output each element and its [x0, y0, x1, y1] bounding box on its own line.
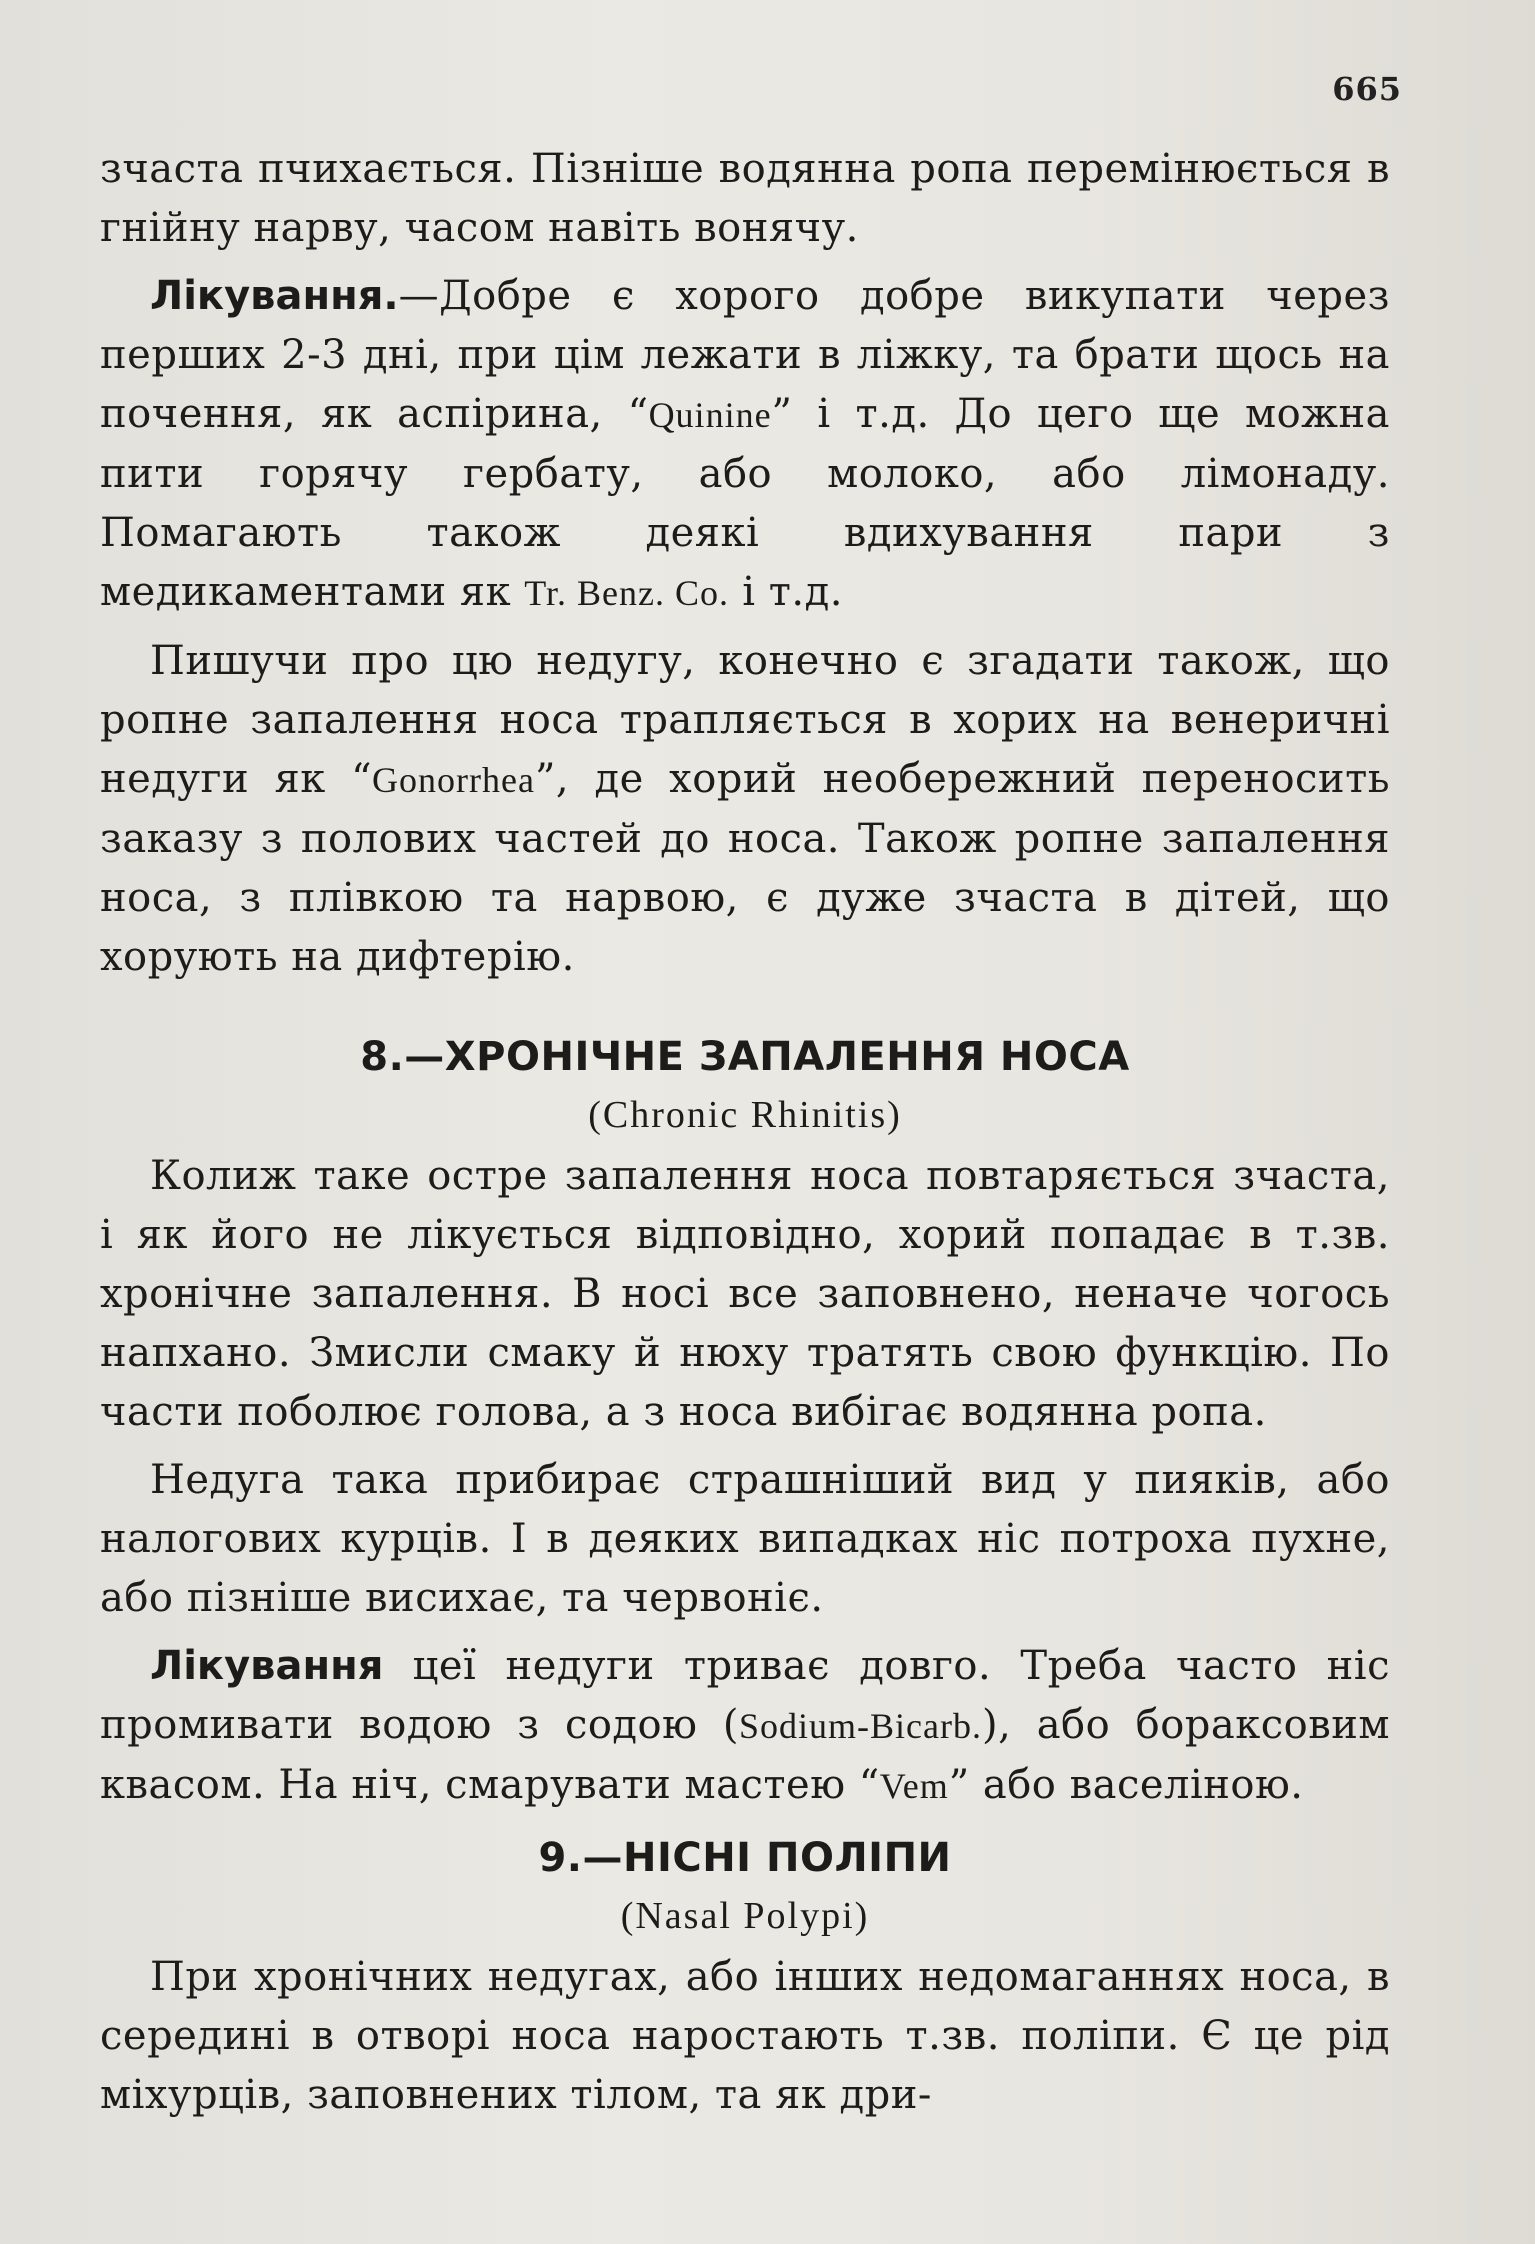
section-9-subtitle: (Nasal Polypi): [620, 1895, 870, 1937]
paragraph-text: ” або васеліною.: [948, 1762, 1304, 1808]
section-8-paragraph-1: Колиж таке остре запалення носа повтаряється зчаста, і як його не лікується відповідно, хорий попадає в т.зв. хронічне запалення. В носі все заповнено, неначе чогось напхано. Змисли смаку й нюху тратять свою функцію. По части поболює голова, а з носа вибігає водянна ропа.: [100, 1153, 1390, 1435]
latin-term: Quinine: [648, 395, 772, 435]
paragraph-text: ” і т.д. До цего ще можна пити горячу гербату, або молоко, або лімонаду. Помагають також деякі вдихування пари з медикаментами як: [100, 391, 1390, 615]
paragraph-treatment: [100, 267, 1390, 623]
page-body: [100, 140, 1390, 2134]
paragraph-venereal: [100, 632, 1390, 987]
section-9-paragraph-1: При хронічних недугах, або інших недомаганнях носа, в середині в отворі носа наростають т.зв. поліпи. Є це рід міхурців, заповнених тілом, та як дри-: [100, 1954, 1390, 2118]
treatment-lead: Лікування: [150, 1643, 384, 1689]
latin-term: Sodium-Bicarb.: [738, 1706, 982, 1746]
section-9-title: 9.—НІСНІ ПОЛІПИ: [538, 1835, 952, 1881]
paragraph-text: —Добре є хорого добре викупати через перших 2-3 дні, при цім лежати в ліжку, та брати щось на почення, як аспірина, “: [100, 273, 1390, 437]
section-8-title: 8.—ХРОНІЧНЕ ЗАПАЛЕННЯ НОСА: [360, 1034, 1130, 1080]
subtitle-text: Nasal Polypi: [635, 1895, 855, 1937]
latin-term: Vem: [879, 1766, 949, 1806]
book-page: [100, 60, 1402, 2220]
paragraph-text: зчаста пчихається. Пізніше водянна ропа перемінюється в гнійну нарву, часом навіть вонячу.: [100, 146, 1390, 251]
page-number: 665: [1332, 70, 1402, 108]
section-8-paragraph-2: Недуга така прибирає страшніший вид у пияків, або налогових курців. І в деяких випадках ніс потроха пухне, або пізніше висихає, та червоніє.: [100, 1457, 1390, 1621]
latin-term: Tr. Benz. Co.: [524, 573, 729, 613]
paragraph-text: Пишучи про цю недугу, конечно є згадати також, що ропне запалення носа трапляється в хорих на венеричні недуги як “: [100, 638, 1390, 802]
subtitle-text: Chronic Rhinitis: [602, 1094, 888, 1136]
paragraph-text: і т.д.: [729, 569, 843, 615]
paragraph-text: ), або бораксовим квасом. На ніч, смарувати мастею “: [100, 1702, 1391, 1808]
latin-term: Gonorrhea: [372, 760, 535, 800]
treatment-lead: Лікування.: [150, 273, 399, 319]
section-8-subtitle: (Chronic Rhinitis): [588, 1094, 902, 1136]
paragraph-continued: [100, 140, 1390, 258]
section-8-paragraph-3: [100, 1637, 1390, 1816]
paragraph-text: ”, де хорий необережний переносить заказу з полових частей до носа. Також ропне запалення носа, з плівкою та нарвою, є дуже зчаста в дітей, що хорують на дифтерію.: [100, 756, 1390, 980]
paragraph-text: цеї недуги триває довго. Треба часто ніс промивати водою з содою (: [100, 1643, 1390, 1748]
